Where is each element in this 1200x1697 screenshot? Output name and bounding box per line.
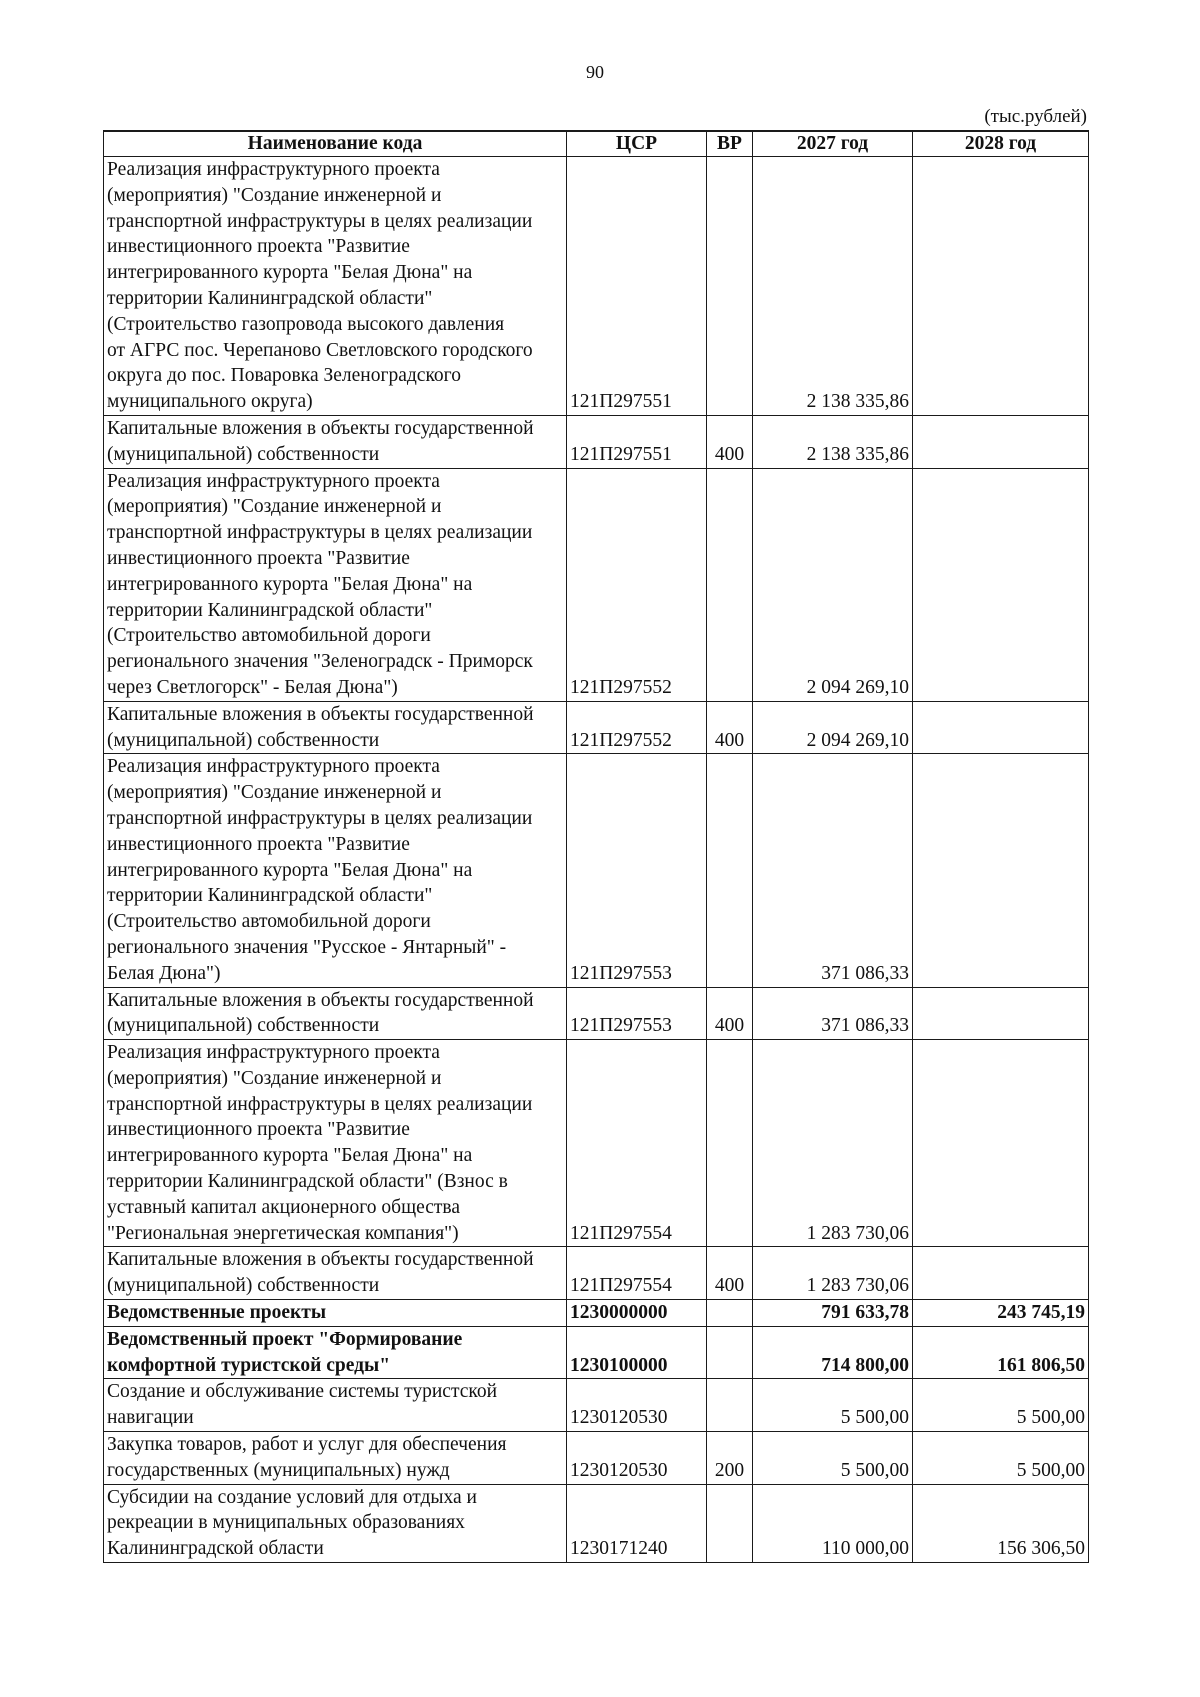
cell-name: Капитальные вложения в объекты государственной (муниципальной) собственности [104, 987, 567, 1040]
cell-csr: 1230120530 [567, 1379, 707, 1432]
cell-2027: 2 094 269,10 [753, 701, 913, 754]
cell-vr: 400 [707, 987, 753, 1040]
page-number: 90 [586, 62, 604, 82]
cell-csr: 121П297552 [567, 468, 707, 701]
cell-name: Субсидии на создание условий для отдыха и рекреации в муниципальных образованиях Калининградской области [104, 1484, 567, 1562]
table-row [104, 1379, 1089, 1432]
cell-2027: 371 086,33 [753, 754, 913, 987]
cell-name: Реализация инфраструктурного проекта (мероприятия) "Создание инженерной и транспортной инфраструктуры в целях реализации инвестиционного проекта "Развитие интегрированного курорта "Белая Дюна" на территории Калининградской области" (Строительство газопровода высокого давления от АГРС пос. Черепаново Светловского городского округа до пос. Поваровка Зеленоградского муниципального округа) [104, 157, 567, 416]
header-2028: 2028 год [913, 131, 1089, 157]
cell-csr: 121П297554 [567, 1247, 707, 1300]
cell-csr: 1230120530 [567, 1432, 707, 1485]
cell-2028: 156 306,50 [913, 1484, 1089, 1562]
cell-2027: 371 086,33 [753, 987, 913, 1040]
cell-name: Ведомственный проект "Формирование комфортной туристской среды" [104, 1326, 567, 1379]
cell-2027: 1 283 730,06 [753, 1040, 913, 1247]
table-body [104, 157, 1089, 1563]
cell-2027: 714 800,00 [753, 1326, 913, 1379]
cell-csr: 1230171240 [567, 1484, 707, 1562]
cell-2027: 2 138 335,86 [753, 157, 913, 416]
header-2027: 2027 год [753, 131, 913, 157]
cell-2028 [913, 468, 1089, 701]
cell-vr [707, 1326, 753, 1379]
cell-csr: 121П297553 [567, 754, 707, 987]
cell-csr: 1230100000 [567, 1326, 707, 1379]
cell-name: Создание и обслуживание системы туристской навигации [104, 1379, 567, 1432]
cell-name: Ведомственные проекты [104, 1300, 567, 1327]
cell-vr [707, 157, 753, 416]
table-row [104, 754, 1089, 987]
cell-2027: 1 283 730,06 [753, 1247, 913, 1300]
cell-csr: 121П297554 [567, 1040, 707, 1247]
cell-2028: 5 500,00 [913, 1379, 1089, 1432]
cell-2027: 2 138 335,86 [753, 415, 913, 468]
cell-2028: 243 745,19 [913, 1300, 1089, 1327]
table-row [104, 1484, 1089, 1562]
cell-2028 [913, 1040, 1089, 1247]
cell-vr [707, 1040, 753, 1247]
cell-2027: 110 000,00 [753, 1484, 913, 1562]
cell-2028 [913, 987, 1089, 1040]
cell-2027: 2 094 269,10 [753, 468, 913, 701]
cell-2028: 161 806,50 [913, 1326, 1089, 1379]
table-row [104, 1040, 1089, 1247]
cell-vr: 400 [707, 415, 753, 468]
cell-csr: 1230000000 [567, 1300, 707, 1327]
cell-2028 [913, 415, 1089, 468]
cell-2027: 5 500,00 [753, 1432, 913, 1485]
table-row [104, 1300, 1089, 1327]
cell-2028: 5 500,00 [913, 1432, 1089, 1485]
cell-name: Капитальные вложения в объекты государственной (муниципальной) собственности [104, 415, 567, 468]
cell-2028 [913, 701, 1089, 754]
cell-2028 [913, 754, 1089, 987]
table-row [104, 157, 1089, 416]
cell-vr [707, 1484, 753, 1562]
cell-csr: 121П297552 [567, 701, 707, 754]
units-label: (тыс.рублей) [984, 106, 1087, 127]
table-row [104, 415, 1089, 468]
cell-name: Капитальные вложения в объекты государственной (муниципальной) собственности [104, 1247, 567, 1300]
header-csr: ЦСР [567, 131, 707, 157]
cell-name: Закупка товаров, работ и услуг для обеспечения государственных (муниципальных) нужд [104, 1432, 567, 1485]
header-name: Наименование кода [104, 131, 567, 157]
budget-table [103, 130, 1089, 1563]
table-header-row [104, 131, 1089, 157]
cell-name: Капитальные вложения в объекты государственной (муниципальной) собственности [104, 701, 567, 754]
cell-name: Реализация инфраструктурного проекта (мероприятия) "Создание инженерной и транспортной инфраструктуры в целях реализации инвестиционного проекта "Развитие интегрированного курорта "Белая Дюна" на территории Калининградской области" (Взнос в уставный капитал акционерного общества "Региональная энергетическая компания") [104, 1040, 567, 1247]
cell-name: Реализация инфраструктурного проекта (мероприятия) "Создание инженерной и транспортной инфраструктуры в целях реализации инвестиционного проекта "Развитие интегрированного курорта "Белая Дюна" на территории Калининградской области" (Строительство автомобильной дороги регионального значения "Зеленоградск - Приморск через Светлогорск" - Белая Дюна") [104, 468, 567, 701]
cell-vr: 400 [707, 1247, 753, 1300]
cell-name: Реализация инфраструктурного проекта (мероприятия) "Создание инженерной и транспортной инфраструктуры в целях реализации инвестиционного проекта "Развитие интегрированного курорта "Белая Дюна" на территории Калининградской области" (Строительство автомобильной дороги регионального значения "Русское - Янтарный" - Белая Дюна") [104, 754, 567, 987]
cell-vr [707, 754, 753, 987]
cell-vr [707, 1379, 753, 1432]
header-vr: ВР [707, 131, 753, 157]
cell-csr: 121П297551 [567, 157, 707, 416]
cell-csr: 121П297551 [567, 415, 707, 468]
cell-2027: 5 500,00 [753, 1379, 913, 1432]
cell-2028 [913, 157, 1089, 416]
cell-csr: 121П297553 [567, 987, 707, 1040]
table-row [104, 1326, 1089, 1379]
table-row [104, 987, 1089, 1040]
table-row [104, 701, 1089, 754]
cell-vr: 200 [707, 1432, 753, 1485]
cell-vr [707, 468, 753, 701]
cell-2028 [913, 1247, 1089, 1300]
table-row [104, 1432, 1089, 1485]
cell-vr [707, 1300, 753, 1327]
cell-vr: 400 [707, 701, 753, 754]
cell-2027: 791 633,78 [753, 1300, 913, 1327]
table-row [104, 468, 1089, 701]
table-row [104, 1247, 1089, 1300]
